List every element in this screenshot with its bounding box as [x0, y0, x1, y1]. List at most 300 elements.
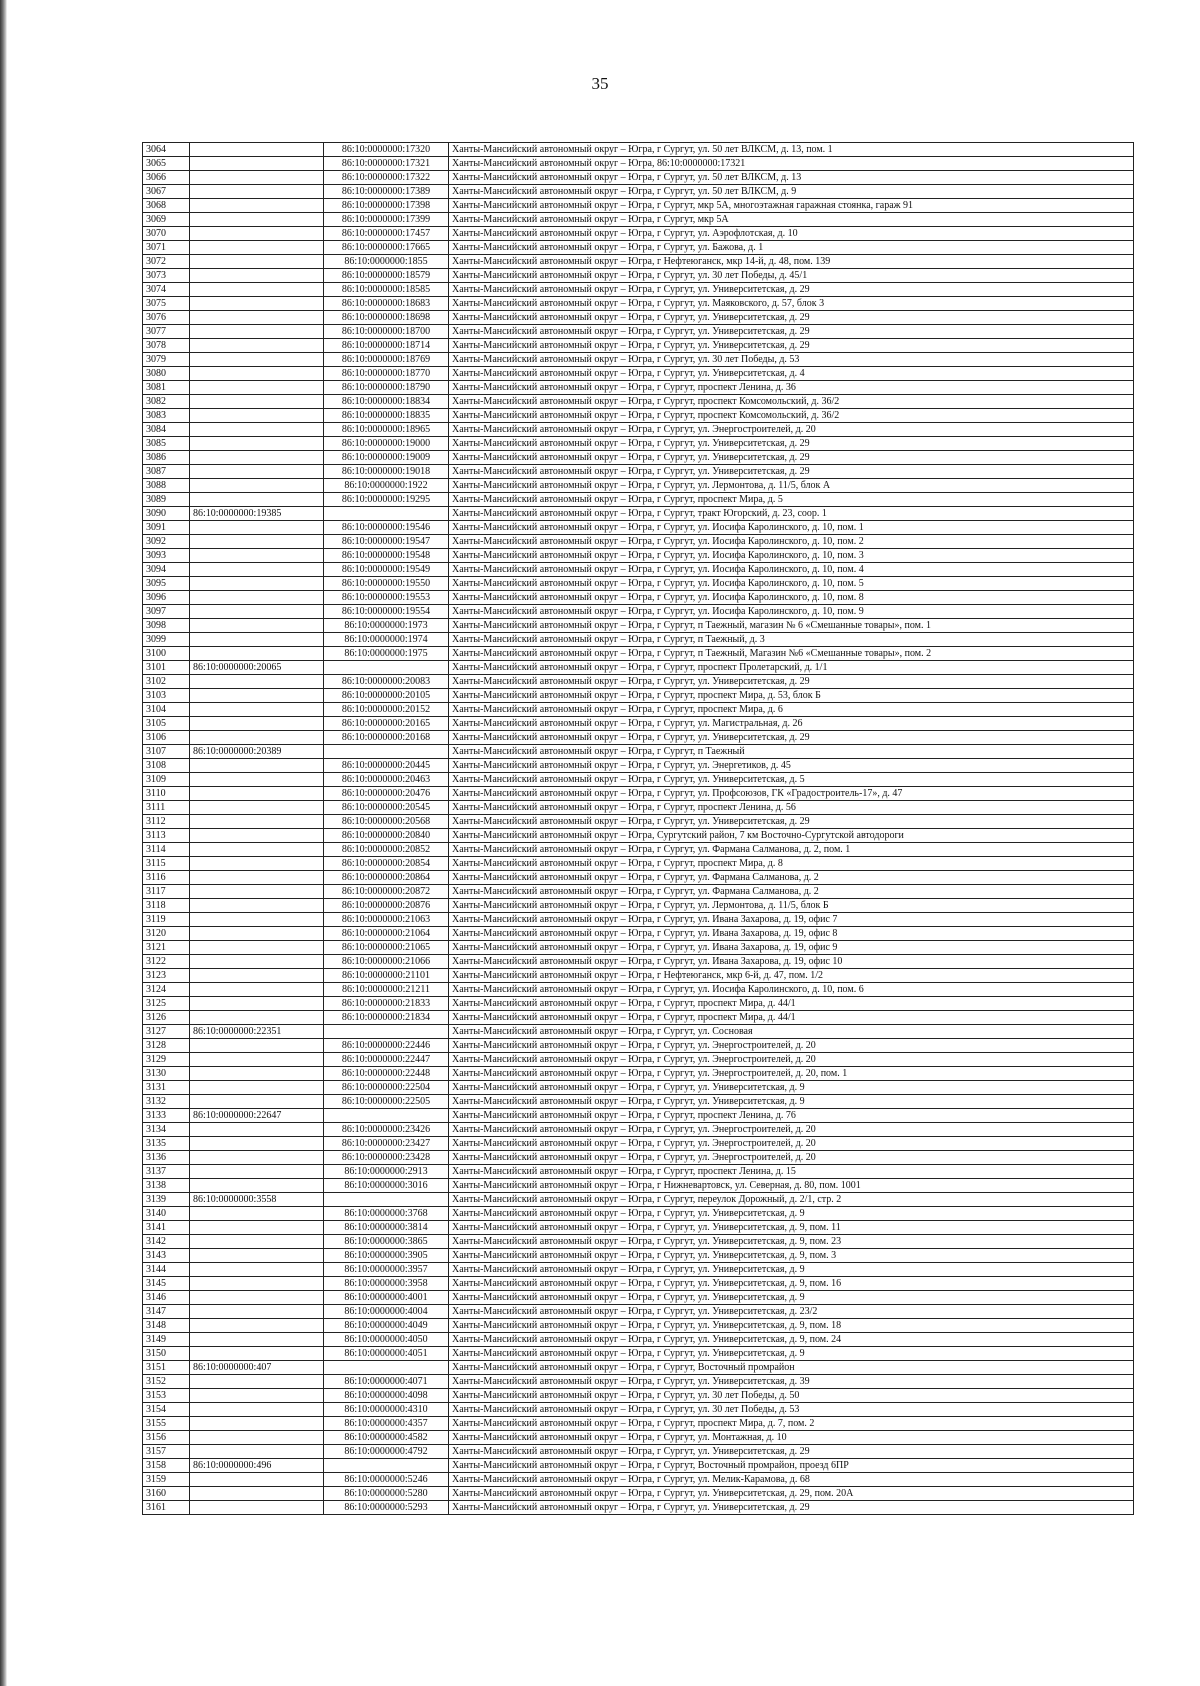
- object-number-cell: 86:10:0000000:4071: [324, 1375, 449, 1389]
- row-number-cell: 3153: [143, 1389, 190, 1403]
- parcel-number-cell: [190, 479, 324, 493]
- parcel-number-cell: [190, 493, 324, 507]
- parcel-number-cell: [190, 171, 324, 185]
- address-cell: Ханты-Мансийский автономный округ – Югра, г Сургут, ул. Университетская, д. 9, пом. 18: [449, 1319, 1134, 1333]
- table-row: [143, 899, 1134, 913]
- row-number-cell: 3139: [143, 1193, 190, 1207]
- object-number-cell: 86:10:0000000:23426: [324, 1123, 449, 1137]
- table-row: [143, 1403, 1134, 1417]
- address-cell: Ханты-Мансийский автономный округ – Югра, г Сургут, ул. Энергетиков, д. 45: [449, 759, 1134, 773]
- address-cell: Ханты-Мансийский автономный округ – Югра, г Сургут, ул. Энергостроителей, д. 20: [449, 1151, 1134, 1165]
- row-number-cell: 3122: [143, 955, 190, 969]
- address-cell: Ханты-Мансийский автономный округ – Югра, г Сургут, проспект Мира, д. 53, блок Б: [449, 689, 1134, 703]
- parcel-number-cell: [190, 731, 324, 745]
- object-number-cell: 86:10:0000000:4001: [324, 1291, 449, 1305]
- address-cell: Ханты-Мансийский автономный округ – Югра, г Сургут, ул. Иосифа Каролинского, д. 10, пом. 3: [449, 549, 1134, 563]
- table-row: [143, 801, 1134, 815]
- table-row: [143, 227, 1134, 241]
- table-row: [143, 689, 1134, 703]
- parcel-number-cell: 86:10:0000000:19385: [190, 507, 324, 521]
- table-row: [143, 605, 1134, 619]
- row-number-cell: 3109: [143, 773, 190, 787]
- row-number-cell: 3090: [143, 507, 190, 521]
- address-cell: Ханты-Мансийский автономный округ – Югра, г Сургут, п Таежный, д. 3: [449, 633, 1134, 647]
- address-cell: Ханты-Мансийский автономный округ – Югра, г Сургут, ул. Иосифа Каролинского, д. 10, пом. 1: [449, 521, 1134, 535]
- table-row: [143, 423, 1134, 437]
- row-number-cell: 3091: [143, 521, 190, 535]
- row-number-cell: 3075: [143, 297, 190, 311]
- object-number-cell: 86:10:0000000:4792: [324, 1445, 449, 1459]
- parcel-number-cell: [190, 717, 324, 731]
- object-number-cell: 86:10:0000000:19546: [324, 521, 449, 535]
- address-cell: Ханты-Мансийский автономный округ – Югра, г Сургут, ул. Энергостроителей, д. 20, пом. 1: [449, 1067, 1134, 1081]
- address-cell: Ханты-Мансийский автономный округ – Югра, г Сургут, ул. Университетская, д. 9: [449, 1347, 1134, 1361]
- address-cell: Ханты-Мансийский автономный округ – Югра, г Сургут, ул. Университетская, д. 29, пом. 20А: [449, 1487, 1134, 1501]
- parcel-number-cell: 86:10:0000000:3558: [190, 1193, 324, 1207]
- object-number-cell: 86:10:0000000:3865: [324, 1235, 449, 1249]
- parcel-number-cell: [190, 759, 324, 773]
- row-number-cell: 3154: [143, 1403, 190, 1417]
- object-number-cell: 86:10:0000000:1855: [324, 255, 449, 269]
- row-number-cell: 3111: [143, 801, 190, 815]
- table-row: [143, 1305, 1134, 1319]
- address-cell: Ханты-Мансийский автономный округ – Югра, г Нефтеюганск, мкр 14-й, д. 48, пом. 139: [449, 255, 1134, 269]
- object-number-cell: 86:10:0000000:20463: [324, 773, 449, 787]
- object-number-cell: 86:10:0000000:2913: [324, 1165, 449, 1179]
- table-row: [143, 941, 1134, 955]
- object-number-cell: [324, 1025, 449, 1039]
- table-row: [143, 157, 1134, 171]
- table-row: [143, 269, 1134, 283]
- object-number-cell: 86:10:0000000:1975: [324, 647, 449, 661]
- object-number-cell: 86:10:0000000:4357: [324, 1417, 449, 1431]
- object-number-cell: 86:10:0000000:21063: [324, 913, 449, 927]
- parcel-number-cell: [190, 773, 324, 787]
- row-number-cell: 3070: [143, 227, 190, 241]
- row-number-cell: 3069: [143, 213, 190, 227]
- table-row: [143, 1179, 1134, 1193]
- object-number-cell: 86:10:0000000:4050: [324, 1333, 449, 1347]
- parcel-number-cell: [190, 535, 324, 549]
- parcel-number-cell: [190, 451, 324, 465]
- object-number-cell: 86:10:0000000:22504: [324, 1081, 449, 1095]
- address-cell: Ханты-Мансийский автономный округ – Югра, г Сургут, п Таежный: [449, 745, 1134, 759]
- row-number-cell: 3136: [143, 1151, 190, 1165]
- table-row: [143, 1067, 1134, 1081]
- parcel-number-cell: [190, 843, 324, 857]
- table-row: [143, 143, 1134, 157]
- address-cell: Ханты-Мансийский автономный округ – Югра, г Сургут, ул. Энергостроителей, д. 20: [449, 1039, 1134, 1053]
- address-cell: Ханты-Мансийский автономный округ – Югра, г Сургут, ул. Фармана Салманова, д. 2: [449, 885, 1134, 899]
- object-number-cell: 86:10:0000000:4582: [324, 1431, 449, 1445]
- object-number-cell: 86:10:0000000:18965: [324, 423, 449, 437]
- row-number-cell: 3092: [143, 535, 190, 549]
- row-number-cell: 3128: [143, 1039, 190, 1053]
- address-cell: Ханты-Мансийский автономный округ – Югра, г Сургут, ул. Маяковского, д. 57, блок 3: [449, 297, 1134, 311]
- address-cell: Ханты-Мансийский автономный округ – Югра, г Сургут, ул. Университетская, д. 29: [449, 1501, 1134, 1515]
- parcel-number-cell: [190, 675, 324, 689]
- parcel-number-cell: [190, 787, 324, 801]
- table-row: [143, 843, 1134, 857]
- parcel-number-cell: [190, 423, 324, 437]
- parcel-number-cell: [190, 633, 324, 647]
- object-number-cell: 86:10:0000000:20168: [324, 731, 449, 745]
- address-cell: Ханты-Мансийский автономный округ – Югра, г Сургут, тракт Югорский, д. 23, соор. 1: [449, 507, 1134, 521]
- row-number-cell: 3135: [143, 1137, 190, 1151]
- parcel-number-cell: [190, 955, 324, 969]
- row-number-cell: 3102: [143, 675, 190, 689]
- row-number-cell: 3152: [143, 1375, 190, 1389]
- table-row: [143, 1277, 1134, 1291]
- parcel-number-cell: [190, 1095, 324, 1109]
- parcel-number-cell: [190, 927, 324, 941]
- table-row: [143, 1123, 1134, 1137]
- address-cell: Ханты-Мансийский автономный округ – Югра, г Сургут, ул. Ивана Захарова, д. 19, офис 8: [449, 927, 1134, 941]
- object-number-cell: 86:10:0000000:18579: [324, 269, 449, 283]
- parcel-number-cell: [190, 1263, 324, 1277]
- row-number-cell: 3097: [143, 605, 190, 619]
- row-number-cell: 3125: [143, 997, 190, 1011]
- table-row: [143, 1249, 1134, 1263]
- address-cell: Ханты-Мансийский автономный округ – Югра, г Сургут, ул. Университетская, д. 29: [449, 1445, 1134, 1459]
- address-cell: Ханты-Мансийский автономный округ – Югра, г Сургут, мкр 5А: [449, 213, 1134, 227]
- row-number-cell: 3150: [143, 1347, 190, 1361]
- table-row: [143, 1319, 1134, 1333]
- row-number-cell: 3121: [143, 941, 190, 955]
- address-cell: Ханты-Мансийский автономный округ – Югра, г Сургут, проспект Ленина, д. 56: [449, 801, 1134, 815]
- object-number-cell: 86:10:0000000:17321: [324, 157, 449, 171]
- table-row: [143, 171, 1134, 185]
- row-number-cell: 3143: [143, 1249, 190, 1263]
- address-cell: Ханты-Мансийский автономный округ – Югра, г Сургут, ул. Энергостроителей, д. 20: [449, 1053, 1134, 1067]
- table-row: [143, 381, 1134, 395]
- address-cell: Ханты-Мансийский автономный округ – Югра, г Сургут, проспект Мира, д. 5: [449, 493, 1134, 507]
- row-number-cell: 3118: [143, 899, 190, 913]
- parcel-number-cell: [190, 1319, 324, 1333]
- address-cell: Ханты-Мансийский автономный округ – Югра, г Сургут, ул. Иосифа Каролинского, д. 10, пом. 4: [449, 563, 1134, 577]
- object-number-cell: 86:10:0000000:17665: [324, 241, 449, 255]
- address-cell: Ханты-Мансийский автономный округ – Югра, г Сургут, ул. Университетская, д. 29: [449, 325, 1134, 339]
- object-number-cell: 86:10:0000000:4049: [324, 1319, 449, 1333]
- object-number-cell: 86:10:0000000:22448: [324, 1067, 449, 1081]
- table-row: [143, 437, 1134, 451]
- object-number-cell: 86:10:0000000:19295: [324, 493, 449, 507]
- parcel-number-cell: [190, 997, 324, 1011]
- parcel-number-cell: [190, 871, 324, 885]
- address-cell: Ханты-Мансийский автономный округ – Югра, г Сургут, ул. 50 лет ВЛКСМ, д. 9: [449, 185, 1134, 199]
- parcel-number-cell: [190, 255, 324, 269]
- table-row: [143, 1417, 1134, 1431]
- parcel-number-cell: [190, 367, 324, 381]
- address-cell: Ханты-Мансийский автономный округ – Югра, г Сургут, ул. Университетская, д. 9, пом. 3: [449, 1249, 1134, 1263]
- parcel-number-cell: [190, 1487, 324, 1501]
- table-row: [143, 1039, 1134, 1053]
- address-cell: Ханты-Мансийский автономный округ – Югра, г Сургут, ул. Университетская, д. 29: [449, 339, 1134, 353]
- address-cell: Ханты-Мансийский автономный округ – Югра, г Сургут, ул. Иосифа Каролинского, д. 10, пом. 9: [449, 605, 1134, 619]
- object-number-cell: 86:10:0000000:22505: [324, 1095, 449, 1109]
- address-cell: Ханты-Мансийский автономный округ – Югра, г Сургут, ул. Университетская, д. 29: [449, 283, 1134, 297]
- object-number-cell: 86:10:0000000:1922: [324, 479, 449, 493]
- address-cell: Ханты-Мансийский автономный округ – Югра, г Сургут, ул. Университетская, д. 9, пом. 16: [449, 1277, 1134, 1291]
- address-cell: Ханты-Мансийский автономный округ – Югра, г Сургут, проспект Мира, д. 8: [449, 857, 1134, 871]
- parcel-number-cell: [190, 1011, 324, 1025]
- parcel-number-cell: [190, 1081, 324, 1095]
- table-row: [143, 507, 1134, 521]
- object-number-cell: 86:10:0000000:4004: [324, 1305, 449, 1319]
- address-cell: Ханты-Мансийский автономный округ – Югра, г Сургут, ул. Энергостроителей, д. 20: [449, 1123, 1134, 1137]
- row-number-cell: 3072: [143, 255, 190, 269]
- address-cell: Ханты-Мансийский автономный округ – Югра, г Сургут, Восточный промрайон, проезд 6ПР: [449, 1459, 1134, 1473]
- address-cell: Ханты-Мансийский автономный округ – Югра, г Сургут, ул. Монтажная, д. 10: [449, 1431, 1134, 1445]
- row-number-cell: 3086: [143, 451, 190, 465]
- object-number-cell: 86:10:0000000:20872: [324, 885, 449, 899]
- object-number-cell: 86:10:0000000:17398: [324, 199, 449, 213]
- address-cell: Ханты-Мансийский автономный округ – Югра, г Сургут, ул. Университетская, д. 39: [449, 1375, 1134, 1389]
- parcel-number-cell: [190, 829, 324, 843]
- object-number-cell: [324, 745, 449, 759]
- row-number-cell: 3079: [143, 353, 190, 367]
- table-row: [143, 451, 1134, 465]
- row-number-cell: 3113: [143, 829, 190, 843]
- object-number-cell: 86:10:0000000:20568: [324, 815, 449, 829]
- table-row: [143, 479, 1134, 493]
- table-row: [143, 1487, 1134, 1501]
- object-number-cell: 86:10:0000000:23428: [324, 1151, 449, 1165]
- parcel-number-cell: [190, 801, 324, 815]
- object-number-cell: 86:10:0000000:20876: [324, 899, 449, 913]
- row-number-cell: 3131: [143, 1081, 190, 1095]
- object-number-cell: 86:10:0000000:18700: [324, 325, 449, 339]
- parcel-number-cell: 86:10:0000000:22351: [190, 1025, 324, 1039]
- row-number-cell: 3142: [143, 1235, 190, 1249]
- address-cell: Ханты-Мансийский автономный округ – Югра, г Сургут, ул. Университетская, д. 9: [449, 1207, 1134, 1221]
- parcel-number-cell: [190, 311, 324, 325]
- row-number-cell: 3114: [143, 843, 190, 857]
- parcel-number-cell: [190, 1151, 324, 1165]
- address-cell: Ханты-Мансийский автономный округ – Югра, г Сургут, ул. Ивана Захарова, д. 19, офис 7: [449, 913, 1134, 927]
- parcel-number-cell: [190, 1291, 324, 1305]
- address-cell: Ханты-Мансийский автономный округ – Югра, 86:10:0000000:17321: [449, 157, 1134, 171]
- parcel-number-cell: [190, 941, 324, 955]
- object-number-cell: 86:10:0000000:20445: [324, 759, 449, 773]
- parcel-number-cell: [190, 1417, 324, 1431]
- row-number-cell: 3145: [143, 1277, 190, 1291]
- address-cell: Ханты-Мансийский автономный округ – Югра, г Сургут, ул. Университетская, д. 9, пом. 23: [449, 1235, 1134, 1249]
- table-row: [143, 563, 1134, 577]
- table-row: [143, 283, 1134, 297]
- row-number-cell: 3080: [143, 367, 190, 381]
- table-row: [143, 1109, 1134, 1123]
- row-number-cell: 3116: [143, 871, 190, 885]
- row-number-cell: 3132: [143, 1095, 190, 1109]
- parcel-number-cell: [190, 815, 324, 829]
- table-row: [143, 325, 1134, 339]
- table-row: [143, 1445, 1134, 1459]
- address-cell: Ханты-Мансийский автономный округ – Югра, г Сургут, проспект Комсомольский, д. 36/2: [449, 395, 1134, 409]
- parcel-number-cell: [190, 521, 324, 535]
- parcel-number-cell: [190, 1137, 324, 1151]
- address-cell: Ханты-Мансийский автономный округ – Югра, г Сургут, проспект Мира, д. 44/1: [449, 1011, 1134, 1025]
- row-number-cell: 3081: [143, 381, 190, 395]
- parcel-number-cell: [190, 1179, 324, 1193]
- parcel-number-cell: [190, 283, 324, 297]
- parcel-number-cell: [190, 409, 324, 423]
- address-cell: Ханты-Мансийский автономный округ – Югра, г Нижневартовск, ул. Северная, д. 80, пом. 1001: [449, 1179, 1134, 1193]
- row-number-cell: 3110: [143, 787, 190, 801]
- parcel-number-cell: [190, 227, 324, 241]
- object-number-cell: 86:10:0000000:1973: [324, 619, 449, 633]
- parcel-number-cell: [190, 1431, 324, 1445]
- address-cell: Ханты-Мансийский автономный округ – Югра, г Сургут, ул. Университетская, д. 9, пом. 24: [449, 1333, 1134, 1347]
- object-number-cell: 86:10:0000000:21101: [324, 969, 449, 983]
- table-row: [143, 1053, 1134, 1067]
- object-number-cell: 86:10:0000000:18585: [324, 283, 449, 297]
- table-row: [143, 241, 1134, 255]
- address-cell: Ханты-Мансийский автономный округ – Югра, г Сургут, ул. Университетская, д. 23/2: [449, 1305, 1134, 1319]
- address-cell: Ханты-Мансийский автономный округ – Югра, г Сургут, ул. Энергостроителей, д. 20: [449, 423, 1134, 437]
- row-number-cell: 3147: [143, 1305, 190, 1319]
- address-cell: Ханты-Мансийский автономный округ – Югра, Сургутский район, 7 км Восточно-Сургутской автодороги: [449, 829, 1134, 843]
- address-cell: Ханты-Мансийский автономный округ – Югра, г Сургут, ул. Сосновая: [449, 1025, 1134, 1039]
- parcel-number-cell: [190, 913, 324, 927]
- object-number-cell: 86:10:0000000:21834: [324, 1011, 449, 1025]
- table-row: [143, 759, 1134, 773]
- parcel-number-cell: [190, 1067, 324, 1081]
- table-row: [143, 619, 1134, 633]
- table-row: [143, 773, 1134, 787]
- row-number-cell: 3160: [143, 1487, 190, 1501]
- object-number-cell: 86:10:0000000:5293: [324, 1501, 449, 1515]
- address-cell: Ханты-Мансийский автономный округ – Югра, г Сургут, ул. Университетская, д. 9: [449, 1081, 1134, 1095]
- row-number-cell: 3130: [143, 1067, 190, 1081]
- page-number: 35: [591, 74, 609, 93]
- table-row: [143, 1235, 1134, 1249]
- address-cell: Ханты-Мансийский автономный округ – Югра, г Сургут, ул. Иосифа Каролинского, д. 10, пом. 2: [449, 535, 1134, 549]
- object-number-cell: [324, 1361, 449, 1375]
- parcel-number-cell: [190, 1333, 324, 1347]
- object-number-cell: 86:10:0000000:5246: [324, 1473, 449, 1487]
- object-number-cell: 86:10:0000000:17457: [324, 227, 449, 241]
- object-number-cell: 86:10:0000000:19554: [324, 605, 449, 619]
- address-cell: Ханты-Мансийский автономный округ – Югра, г Сургут, ул. 30 лет Победы, д. 53: [449, 1403, 1134, 1417]
- row-number-cell: 3083: [143, 409, 190, 423]
- row-number-cell: 3107: [143, 745, 190, 759]
- parcel-number-cell: [190, 395, 324, 409]
- object-number-cell: 86:10:0000000:20545: [324, 801, 449, 815]
- object-number-cell: 86:10:0000000:4051: [324, 1347, 449, 1361]
- table-row: [143, 1081, 1134, 1095]
- table-row: [143, 1431, 1134, 1445]
- parcel-number-cell: [190, 1473, 324, 1487]
- address-cell: Ханты-Мансийский автономный округ – Югра, г Сургут, проспект Ленина, д. 36: [449, 381, 1134, 395]
- parcel-number-cell: [190, 1277, 324, 1291]
- row-number-cell: 3134: [143, 1123, 190, 1137]
- parcel-number-cell: [190, 857, 324, 871]
- row-number-cell: 3074: [143, 283, 190, 297]
- table-row: [143, 199, 1134, 213]
- table-row: [143, 913, 1134, 927]
- parcel-number-cell: [190, 899, 324, 913]
- parcel-number-cell: [190, 437, 324, 451]
- row-number-cell: 3161: [143, 1501, 190, 1515]
- table-row: [143, 829, 1134, 843]
- table-row: [143, 1375, 1134, 1389]
- object-number-cell: 86:10:0000000:18769: [324, 353, 449, 367]
- row-number-cell: 3073: [143, 269, 190, 283]
- address-cell: Ханты-Мансийский автономный округ – Югра, г Сургут, ул. Университетская, д. 29: [449, 815, 1134, 829]
- parcel-number-cell: [190, 185, 324, 199]
- object-number-cell: 86:10:0000000:18698: [324, 311, 449, 325]
- object-number-cell: 86:10:0000000:21211: [324, 983, 449, 997]
- table-row: [143, 661, 1134, 675]
- table-row: [143, 703, 1134, 717]
- object-number-cell: 86:10:0000000:3905: [324, 1249, 449, 1263]
- row-number-cell: 3144: [143, 1263, 190, 1277]
- row-number-cell: 3117: [143, 885, 190, 899]
- parcel-number-cell: [190, 213, 324, 227]
- address-cell: Ханты-Мансийский автономный округ – Югра, г Сургут, п Таежный, магазин № 6 «Смешанные товары», пом. 1: [449, 619, 1134, 633]
- address-cell: Ханты-Мансийский автономный округ – Югра, г Сургут, проспект Мира, д. 44/1: [449, 997, 1134, 1011]
- table-row: [143, 731, 1134, 745]
- parcel-number-cell: 86:10:0000000:496: [190, 1459, 324, 1473]
- table-row: [143, 1221, 1134, 1235]
- parcel-number-cell: [190, 647, 324, 661]
- parcel-number-cell: [190, 969, 324, 983]
- row-number-cell: 3064: [143, 143, 190, 157]
- row-number-cell: 3149: [143, 1333, 190, 1347]
- object-number-cell: 86:10:0000000:3768: [324, 1207, 449, 1221]
- object-number-cell: 86:10:0000000:19547: [324, 535, 449, 549]
- address-cell: Ханты-Мансийский автономный округ – Югра, г Сургут, ул. Аэрофлотская, д. 10: [449, 227, 1134, 241]
- object-number-cell: 86:10:0000000:23427: [324, 1137, 449, 1151]
- table-row: [143, 1347, 1134, 1361]
- object-number-cell: 86:10:0000000:20083: [324, 675, 449, 689]
- address-cell: Ханты-Мансийский автономный округ – Югра, г Сургут, ул. Университетская, д. 9: [449, 1263, 1134, 1277]
- table-row: [143, 717, 1134, 731]
- object-number-cell: 86:10:0000000:21064: [324, 927, 449, 941]
- parcel-number-cell: [190, 1305, 324, 1319]
- row-number-cell: 3151: [143, 1361, 190, 1375]
- object-number-cell: 86:10:0000000:3016: [324, 1179, 449, 1193]
- table-row: [143, 255, 1134, 269]
- parcel-number-cell: [190, 1123, 324, 1137]
- address-cell: Ханты-Мансийский автономный округ – Югра, г Сургут, ул. Ивана Захарова, д. 19, офис 10: [449, 955, 1134, 969]
- parcel-number-cell: [190, 1375, 324, 1389]
- table-row: [143, 633, 1134, 647]
- address-cell: Ханты-Мансийский автономный округ – Югра, г Сургут, проспект Ленина, д. 15: [449, 1165, 1134, 1179]
- object-number-cell: 86:10:0000000:1974: [324, 633, 449, 647]
- parcel-number-cell: [190, 563, 324, 577]
- object-number-cell: [324, 507, 449, 521]
- table-row: [143, 1459, 1134, 1473]
- object-number-cell: 86:10:0000000:18790: [324, 381, 449, 395]
- parcel-number-cell: [190, 619, 324, 633]
- parcel-number-cell: [190, 1221, 324, 1235]
- address-cell: Ханты-Мансийский автономный округ – Югра, г Сургут, ул. Университетская, д. 4: [449, 367, 1134, 381]
- parcel-number-cell: [190, 143, 324, 157]
- table-row: [143, 213, 1134, 227]
- table-row: [143, 367, 1134, 381]
- row-number-cell: 3158: [143, 1459, 190, 1473]
- object-number-cell: 86:10:0000000:3958: [324, 1277, 449, 1291]
- address-cell: Ханты-Мансийский автономный округ – Югра, г Сургут, проспект Пролетарский, д. 1/1: [449, 661, 1134, 675]
- table-row: [143, 185, 1134, 199]
- parcel-number-cell: [190, 241, 324, 255]
- row-number-cell: 3065: [143, 157, 190, 171]
- address-cell: Ханты-Мансийский автономный округ – Югра, г Сургут, ул. Университетская, д. 29: [449, 437, 1134, 451]
- parcel-number-cell: [190, 465, 324, 479]
- row-number-cell: 3082: [143, 395, 190, 409]
